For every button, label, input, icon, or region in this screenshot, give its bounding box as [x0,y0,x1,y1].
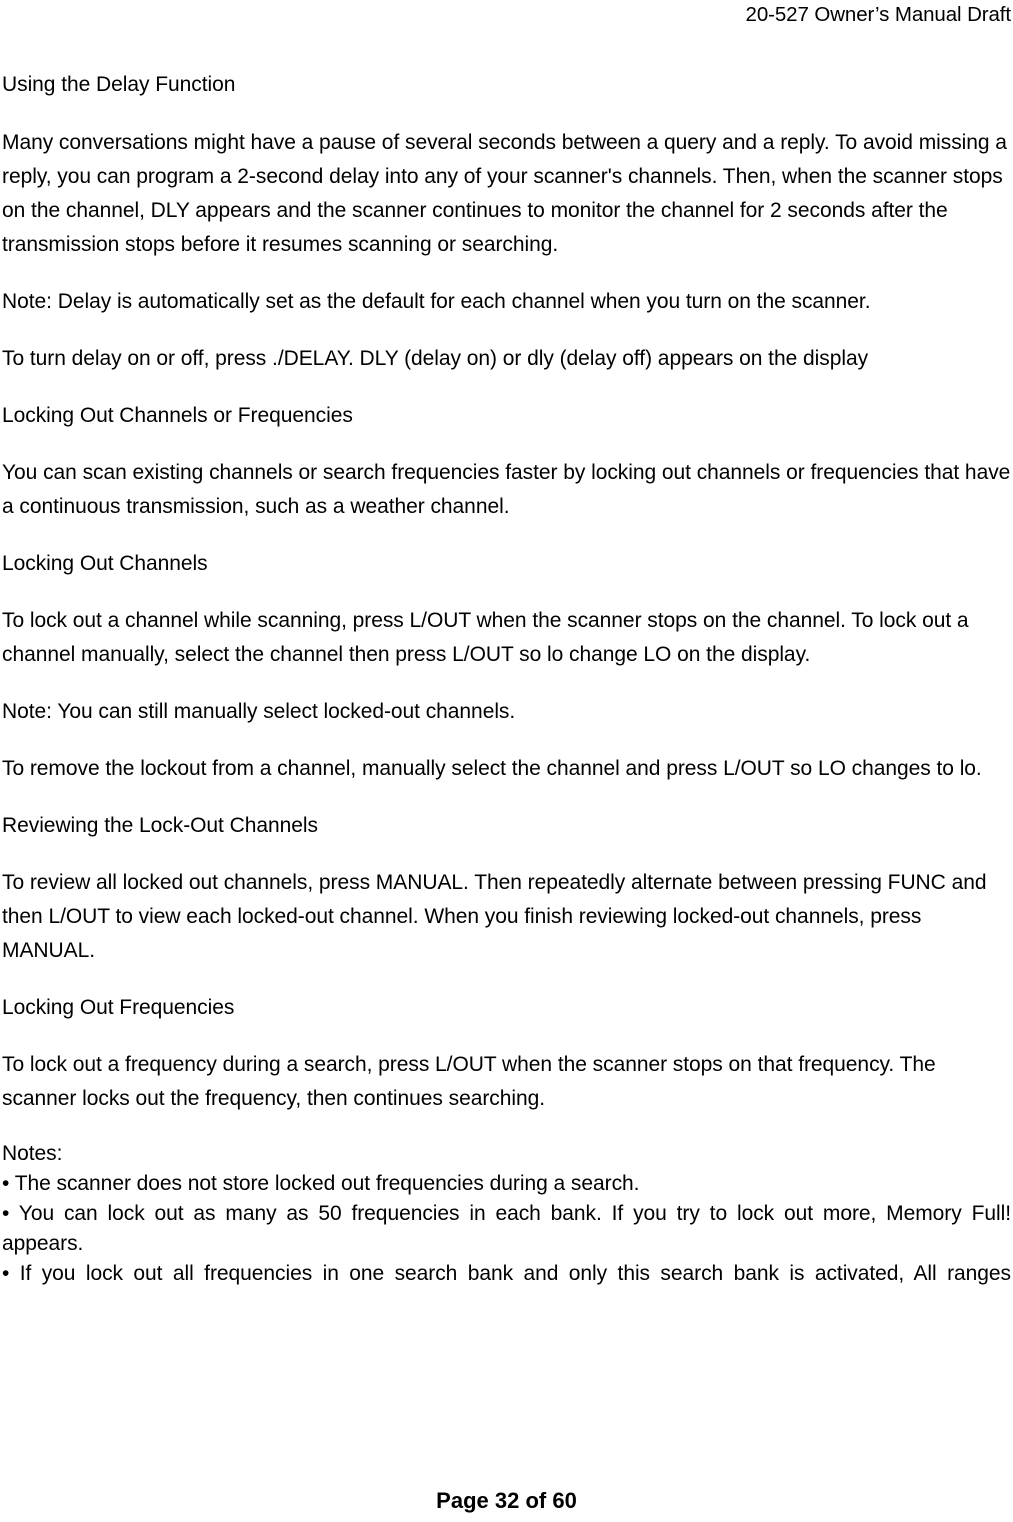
spacer [2,524,1011,547]
spacer [2,102,1011,126]
page-footer: Page 32 of 60 [436,1488,577,1513]
spacer [2,581,1011,604]
heading-using-the-delay-function: Using the Delay Function [2,73,236,96]
note-list-item: • You can lock out as many as 50 frequencies in each bank. If you try to lock out more, Memory Full! appears. [2,1202,1011,1255]
spacer [2,262,1011,285]
paragraph-turn-delay-on-off: To turn delay on or off, press ./DELAY. DLY (delay on) or dly (delay off) appears on the display [2,347,869,370]
heading-locking-out-channels-or-frequencies: Locking Out Channels or Frequencies [2,404,353,427]
spacer [2,843,1011,866]
spacer [2,729,1011,752]
paragraph-review-locked-out-channels: To review all locked out channels, press MANUAL. Then repeatedly alternate between pressing FUNC and then L/OUT to view each locked-out channel. When you finish reviewing locked-out channels, press MANUAL. [2,871,987,962]
note-manual-select-locked-out: Note: You can still manually select locked-out channels. [2,700,516,723]
paragraph-lock-out-channel: To lock out a channel while scanning, press L/OUT when the scanner stops on the channel. To lock out a channel manually, select the channel then press L/OUT so lo change LO on the display. [2,609,969,666]
spacer [2,1116,1011,1139]
document-header: 20-527 Owner’s Manual Draft [745,3,1011,26]
paragraph-delay-overview: Many conversations might have a pause of several seconds between a query and a reply. To avoid missing a reply, you can program a 2-second delay into any of your scanner's channels. Then, when the scanner stops on the channel, DLY appears and the scanner continues to monitor the channel for 2 seconds after the transmission stops before it resumes scanning or searching. [2,131,1007,256]
note-delay-default: Note: Delay is automatically set as the default for each channel when you turn on the scanner. [2,290,871,313]
spacer [2,672,1011,695]
spacer [2,376,1011,399]
notes-label: Notes: [2,1142,63,1165]
document-body [2,68,1011,1289]
spacer [2,968,1011,991]
spacer [2,1025,1011,1048]
note-list-item: • The scanner does not store locked out frequencies during a search. [2,1172,640,1195]
note-list-item: • If you lock out all frequencies in one search bank and only this search bank is activated, All ranges [2,1262,1011,1285]
spacer [2,433,1011,456]
heading-reviewing-the-lock-out-channels: Reviewing the Lock-Out Channels [2,814,318,837]
paragraph-remove-lockout: To remove the lockout from a channel, manually select the channel and press L/OUT so LO changes to lo. [2,757,982,780]
heading-locking-out-frequencies: Locking Out Frequencies [2,996,235,1019]
paragraph-lockout-overview: You can scan existing channels or search frequencies faster by locking out channels or frequencies that have a continuous transmission, such as a weather channel. [2,461,1011,518]
spacer [2,786,1011,809]
heading-locking-out-channels: Locking Out Channels [2,552,208,575]
paragraph-lock-out-frequency: To lock out a frequency during a search, press L/OUT when the scanner stops on that frequency. The scanner locks out the frequency, then continues searching. [2,1053,936,1110]
spacer [2,319,1011,342]
